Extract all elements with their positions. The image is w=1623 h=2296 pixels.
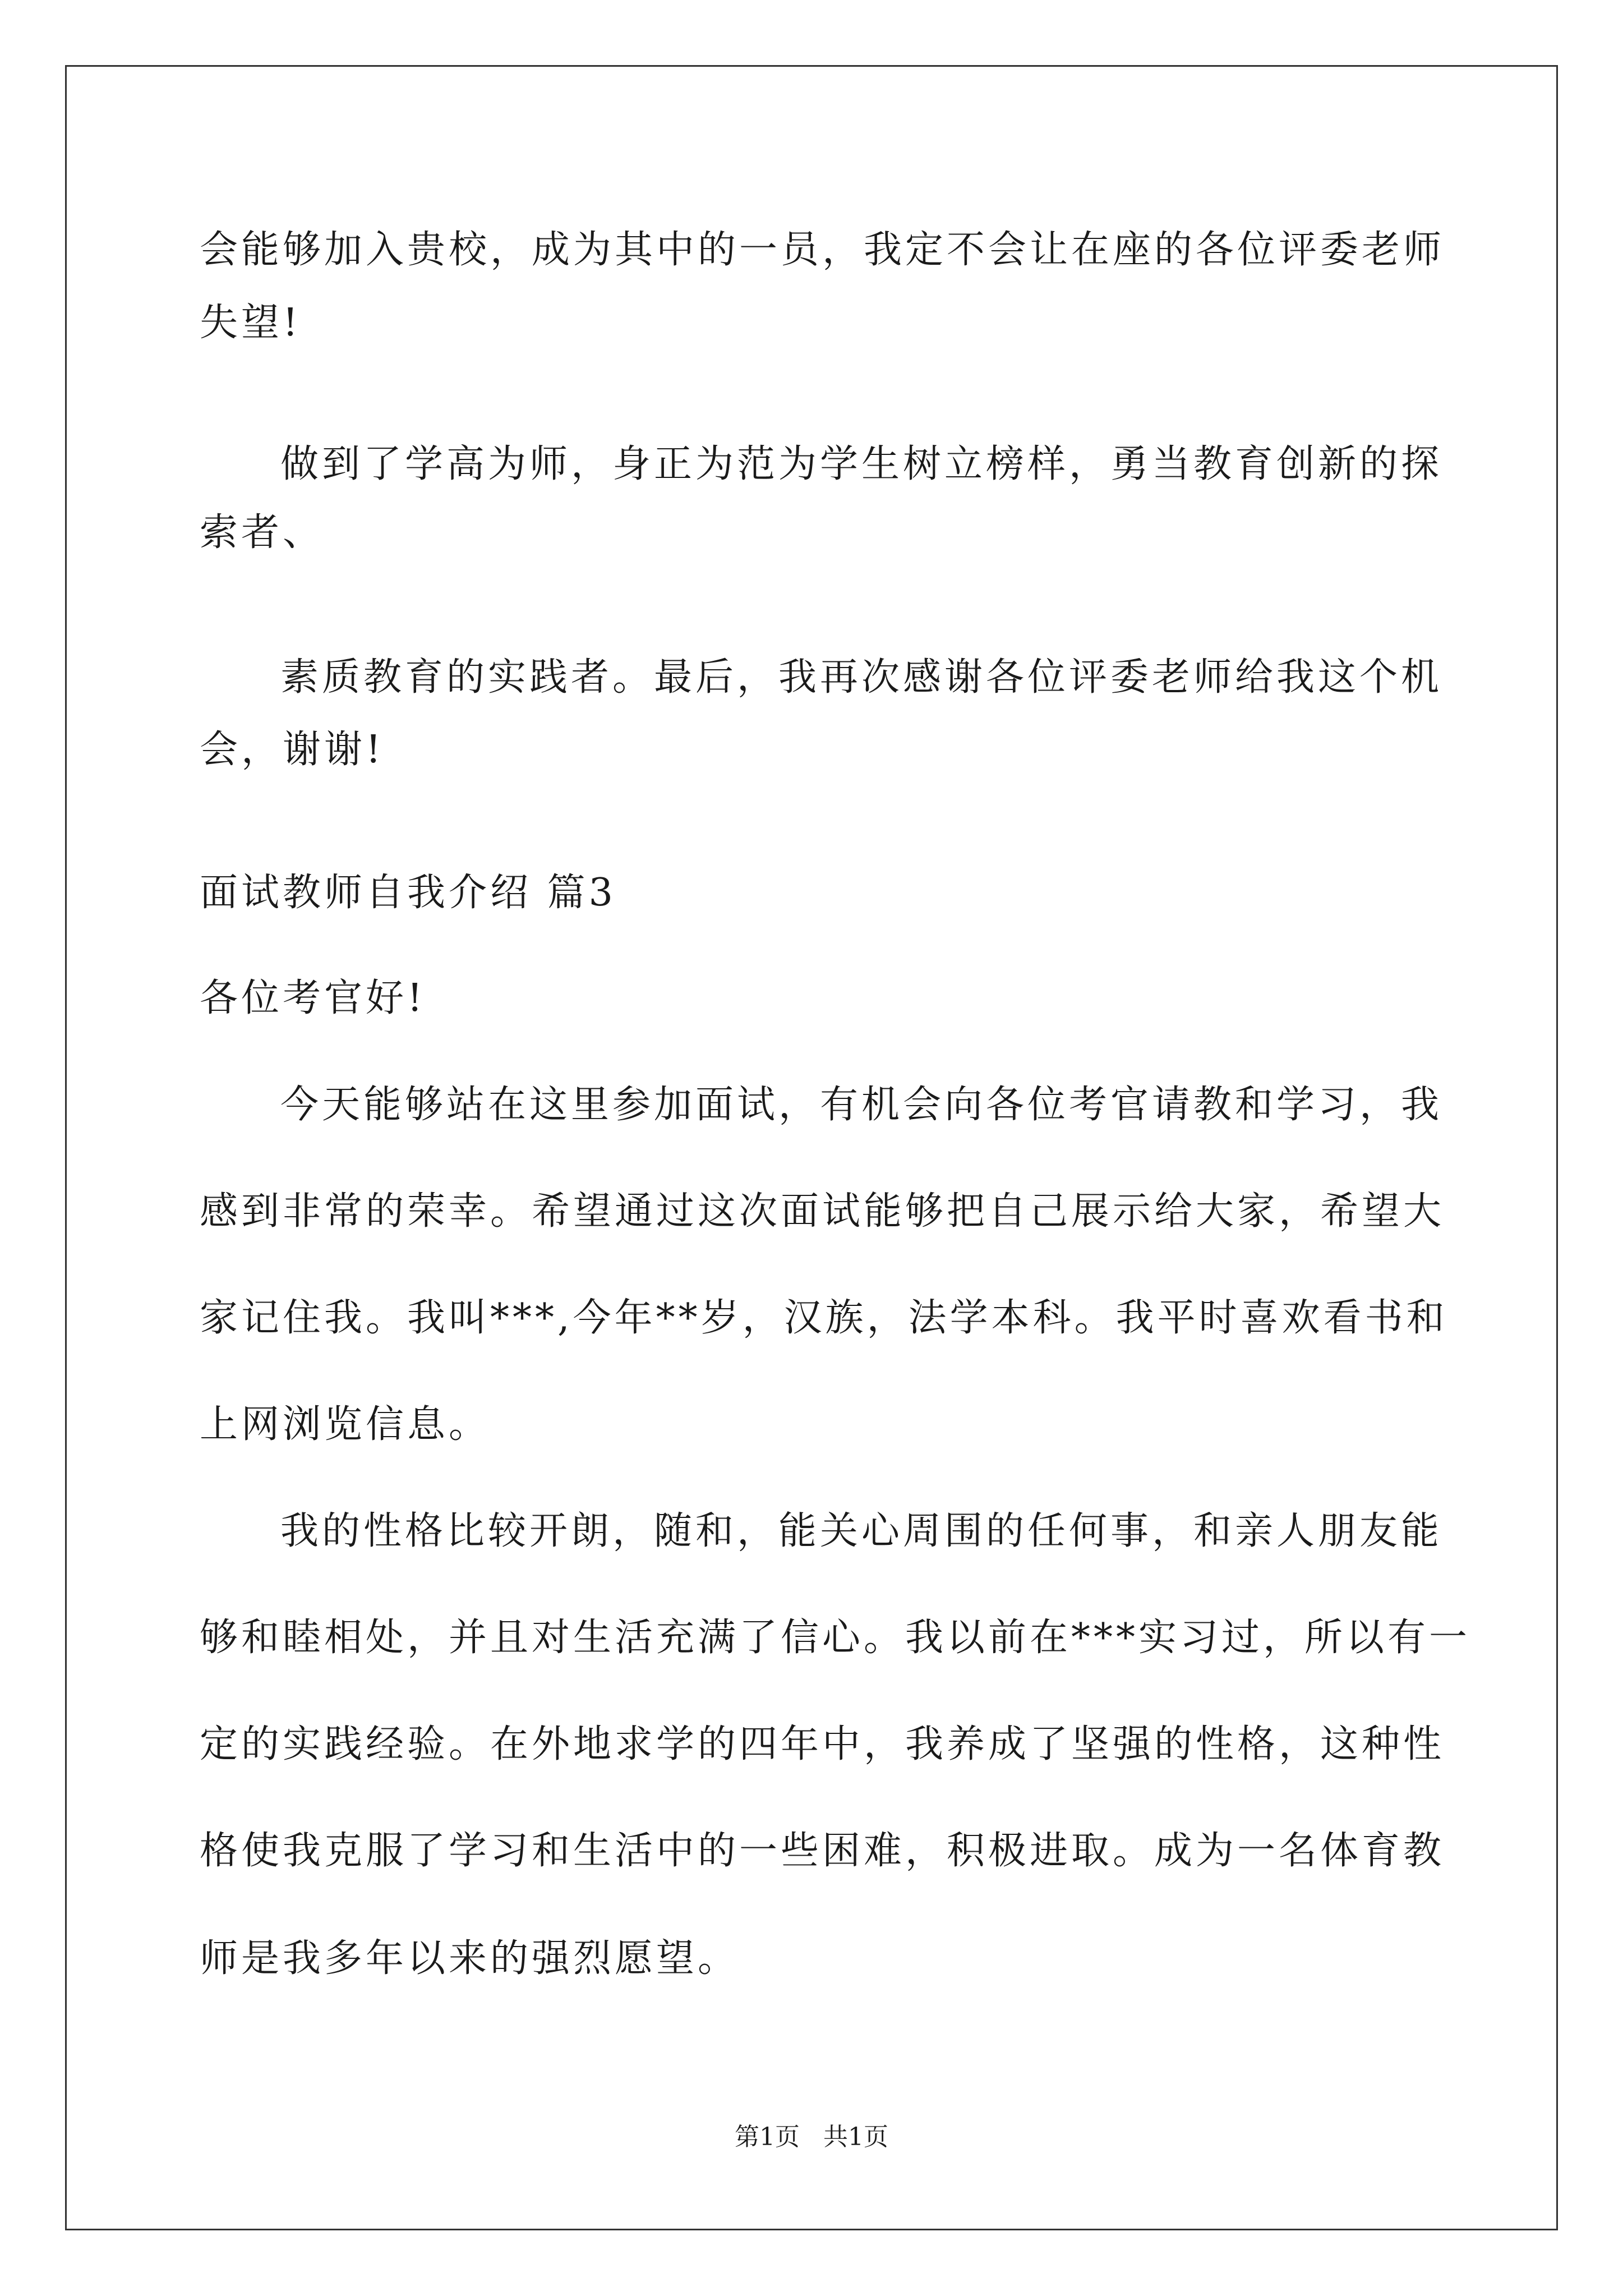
text-line: 会能够加入贵校，成为其中的一员，我定不会让在座的各位评委老师	[200, 228, 1445, 272]
text-line: 做到了学高为师，身正为范为学生树立榜样，勇当教育创新的探	[280, 442, 1443, 486]
text-line: 家记住我。我叫***,今年**岁，汉族，法学本科。我平时喜欢看书和	[200, 1296, 1448, 1340]
section-heading: 面试教师自我介绍 篇3	[200, 871, 616, 915]
text-line: 会，谢谢!	[200, 728, 385, 772]
text-line: 今天能够站在这里参加面试，有机会向各位考官请教和学习，我	[280, 1083, 1443, 1127]
text-line: 够和睦相处，并且对生活充满了信心。我以前在***实习过，所以有一	[200, 1616, 1471, 1660]
text-line: 师是我多年以来的强烈愿望。	[200, 1936, 740, 1981]
text-line: 上网浏览信息。	[200, 1402, 491, 1447]
text-line: 感到非常的荣幸。希望通过这次面试能够把自己展示给大家，希望大	[200, 1189, 1445, 1234]
page-number-footer: 第1页 共1页	[735, 2123, 888, 2151]
text-line: 各位考官好!	[200, 976, 426, 1020]
page-border	[65, 65, 1558, 2230]
text-line: 索者、	[200, 510, 325, 555]
text-line: 我的性格比较开朗，随和，能关心周围的任何事，和亲人朋友能	[280, 1509, 1443, 1553]
text-line: 素质教育的实践者。最后，我再次感谢各位评委老师给我这个机	[280, 655, 1443, 700]
text-line: 失望!	[200, 301, 302, 345]
text-line: 定的实践经验。在外地求学的四年中，我养成了坚强的性格，这种性	[200, 1722, 1445, 1766]
text-line: 格使我克服了学习和生活中的一些困难，积极进取。成为一名体育教	[200, 1829, 1445, 1873]
